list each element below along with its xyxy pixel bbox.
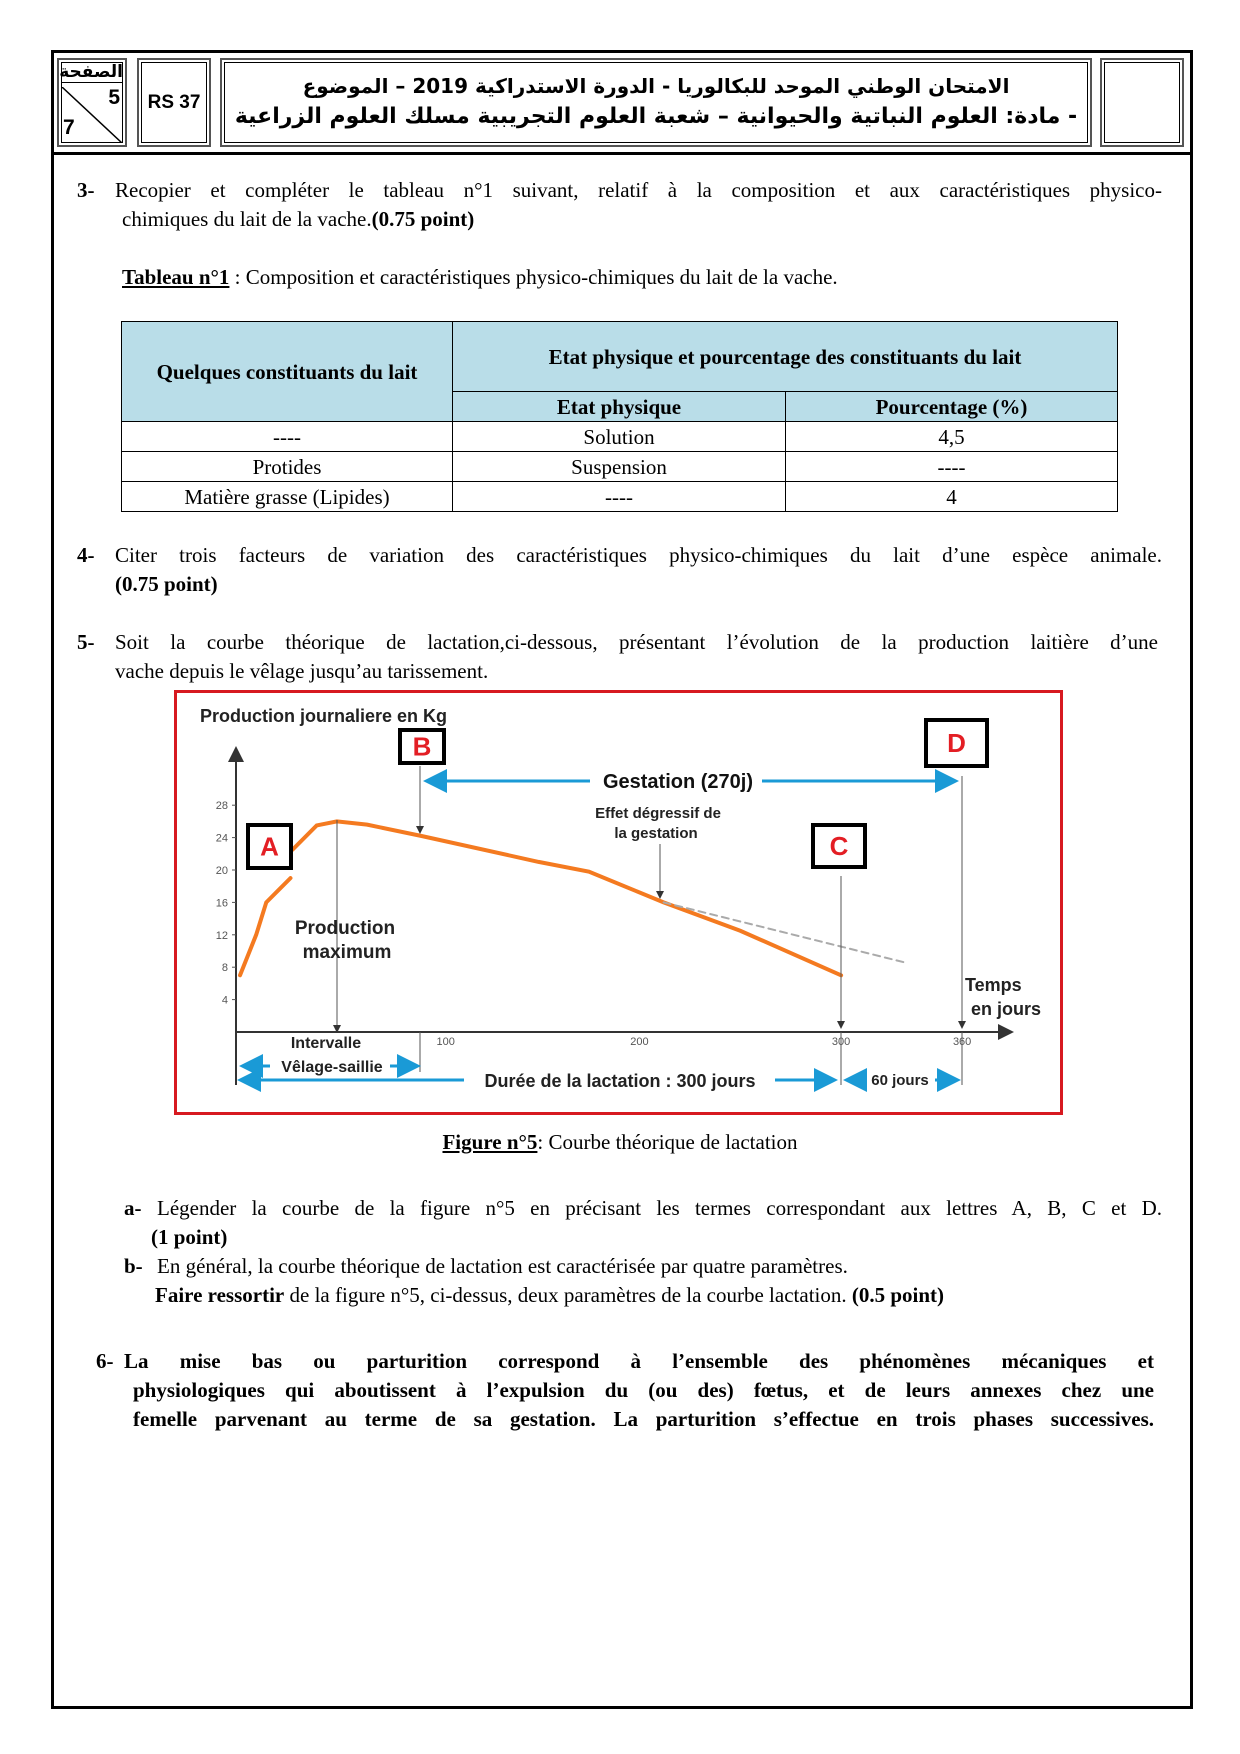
q4-line1: Citer trois facteurs de variation des caractéristiques physico-chimiques du lait d’une espèce animale. bbox=[115, 543, 1162, 567]
group-header: Etat physique et pourcentage des constituants du lait bbox=[453, 322, 1118, 392]
series-line-1 bbox=[240, 878, 290, 975]
empty-box bbox=[1100, 58, 1184, 147]
series-line-3 bbox=[664, 902, 908, 963]
effect-label-1: Effet dégressif de bbox=[595, 805, 721, 822]
cell: ---- bbox=[122, 422, 453, 452]
y-axis-label: Production journaliere en Kg bbox=[200, 706, 448, 726]
y-tick-label: 24 bbox=[215, 832, 228, 845]
q4-number: 4- bbox=[77, 543, 95, 567]
q6-line3: femelle parvenant au terme de sa gestation. La parturition s’effectue en trois phases successives. bbox=[133, 1407, 1154, 1431]
interval-label: Intervalle bbox=[290, 1035, 362, 1052]
cell: 4,5 bbox=[786, 422, 1118, 452]
cell: Suspension bbox=[453, 452, 786, 482]
duration-label: Durée de la lactation : 300 jours bbox=[484, 1071, 756, 1091]
q5-number: 5- bbox=[77, 630, 95, 654]
table-caption: : Composition et caractéristiques physico-chimiques du lait de la vache. bbox=[229, 265, 838, 289]
label-b: B bbox=[412, 731, 432, 762]
q3-line1: Recopier et compléter le tableau n°1 suivant, relatif à la composition et aux caractéristiques physico- bbox=[115, 178, 1162, 202]
label-c: C bbox=[829, 831, 849, 861]
x-axis-label-2: en jours bbox=[971, 999, 1042, 1019]
title-box bbox=[220, 58, 1092, 147]
x-tick-label: 100 bbox=[436, 1036, 455, 1048]
x-axis-label-1: Temps bbox=[965, 975, 1022, 995]
q3-points: (0.75 point) bbox=[371, 207, 475, 231]
q4-points: (0.75 point) bbox=[115, 572, 218, 596]
production-max-label-1: Production bbox=[294, 918, 396, 939]
q5a-line1: Légender la courbe de la figure n°5 en précisant les termes correspondant aux lettres A, B, C et D. bbox=[157, 1196, 1162, 1220]
y-tick-label: 8 bbox=[221, 962, 228, 975]
q5a-number: a- bbox=[124, 1196, 142, 1220]
table-row bbox=[122, 422, 1118, 452]
cell: ---- bbox=[453, 482, 786, 512]
sixty-days-label: 60 jours bbox=[871, 1072, 929, 1089]
y-tick-label: 12 bbox=[215, 929, 228, 942]
cell: Solution bbox=[453, 422, 786, 452]
q5b-number: b- bbox=[124, 1254, 143, 1278]
page-label: الصفحة bbox=[59, 62, 123, 82]
y-tick-label: 20 bbox=[215, 865, 228, 877]
x-tick-label: 300 bbox=[831, 1036, 851, 1048]
q5b-bold: Faire ressortir bbox=[155, 1283, 285, 1307]
exam-title: الامتحان الوطني الموحد للبكالوريا - الدورة الاستدراكية 2019 – الموضوع bbox=[302, 74, 1010, 98]
col2-header: Etat physique bbox=[453, 392, 786, 422]
header-divider bbox=[51, 152, 1193, 155]
production-max-label-2: maximum bbox=[302, 942, 392, 963]
col1-header: Quelques constituants du lait bbox=[122, 322, 453, 422]
y-tick-label: 28 bbox=[215, 800, 228, 813]
q5b-line2: de la figure n°5, ci-dessus, deux paramètres de la courbe lactation. bbox=[284, 1283, 852, 1307]
label-a: A bbox=[260, 831, 279, 862]
cell: Protides bbox=[122, 452, 453, 482]
q5a-points: (1 point) bbox=[151, 1225, 228, 1249]
composition-table bbox=[121, 321, 1118, 512]
q5b-line1: En général, la courbe théorique de lactation est caractérisée par quatre paramètres. bbox=[157, 1254, 848, 1278]
q6-number: 6- bbox=[96, 1349, 114, 1373]
page-number: 5 bbox=[108, 86, 120, 109]
table-row bbox=[122, 482, 1118, 512]
figure-caption: : Courbe théorique de lactation bbox=[537, 1130, 798, 1154]
cell: 4 bbox=[786, 482, 1118, 512]
q5-line1: Soit la courbe théorique de lactation,ci-dessous, présentant l’évolution de la production laitière d’une bbox=[115, 630, 1158, 654]
exam-code: RS 37 bbox=[137, 58, 211, 147]
page-total: 7 bbox=[63, 116, 75, 139]
subject-title: - مادة: العلوم النباتية والحيوانية – شعبة العلوم التجريبية مسلك العلوم الزراعية bbox=[234, 104, 1078, 129]
q5b-points: (0.5 point) bbox=[851, 1283, 945, 1307]
y-tick-label: 16 bbox=[215, 897, 228, 910]
table-row bbox=[122, 452, 1118, 482]
col3-header: Pourcentage (%) bbox=[786, 392, 1118, 422]
y-tick-label: 4 bbox=[221, 994, 228, 1007]
q6-line1: La mise bas ou parturition correspond à l’ensemble des phénomènes mécaniques et bbox=[124, 1349, 1154, 1373]
effect-label-2: la gestation bbox=[614, 825, 698, 842]
lactation-chart bbox=[174, 690, 1063, 1115]
figure-title: Figure n°5 bbox=[442, 1130, 538, 1154]
x-tick-label: 200 bbox=[630, 1036, 649, 1048]
q3-line2: chimiques du lait de la vache. bbox=[122, 207, 372, 231]
gestation-label: Gestation (270j) bbox=[602, 771, 754, 793]
x-tick-label: 360 bbox=[952, 1036, 972, 1048]
table-title: Tableau n°1 bbox=[122, 265, 230, 289]
cell: Matière grasse (Lipides) bbox=[122, 482, 453, 512]
page-number-box bbox=[57, 58, 127, 147]
q3-number: 3- bbox=[77, 178, 95, 202]
q6-line2: physiologiques qui aboutissent à l’expulsion du (ou des) fœtus, et de leurs annexes chez une bbox=[133, 1378, 1154, 1402]
velage-label: Vêlage-saillie bbox=[281, 1059, 383, 1076]
q5-line2: vache depuis le vêlage jusqu’au tarissement. bbox=[115, 659, 489, 683]
cell: ---- bbox=[786, 452, 1118, 482]
label-d: D bbox=[947, 728, 966, 758]
